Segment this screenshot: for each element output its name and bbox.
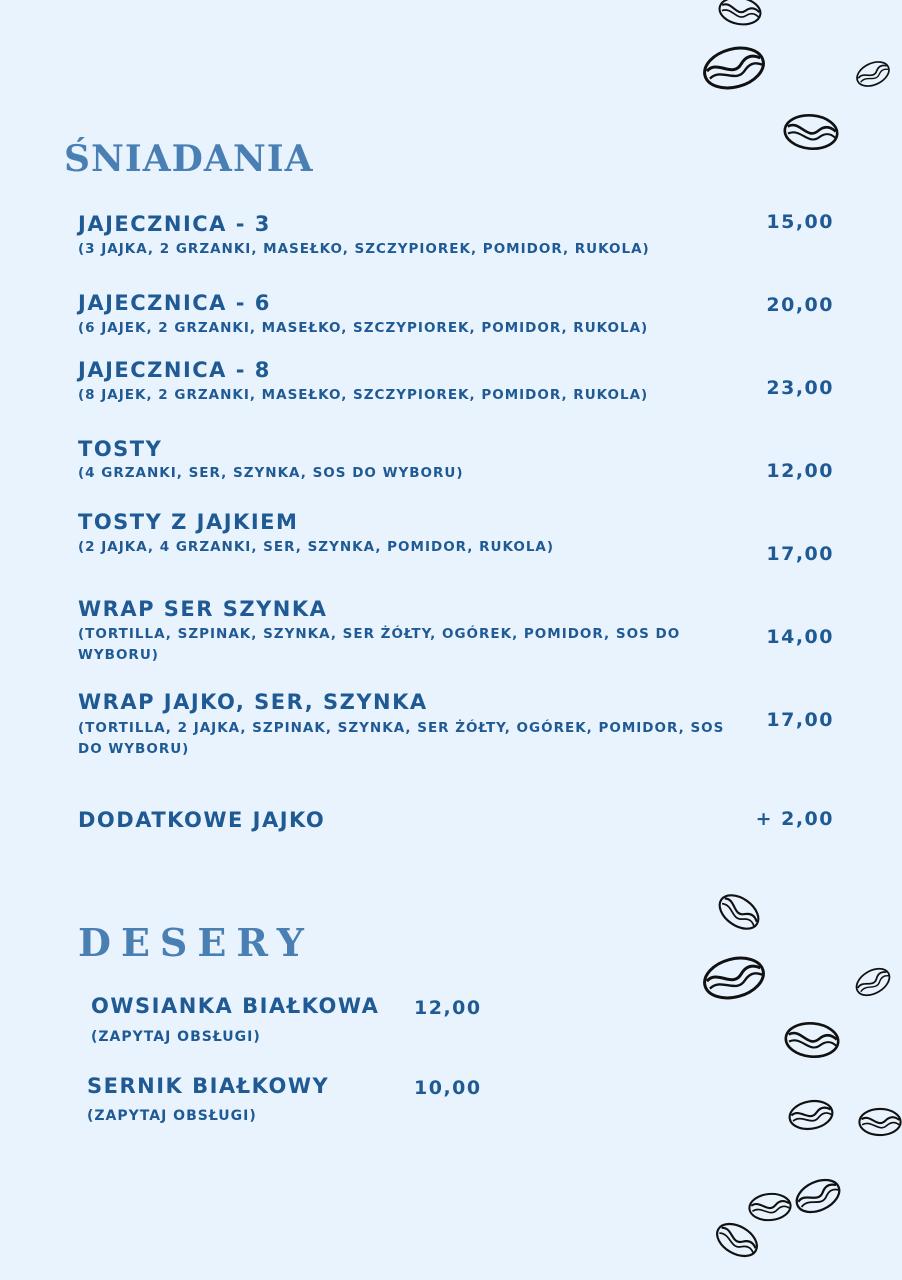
coffee-bean-icon (714, 1220, 760, 1260)
menu-item-price: 15,00 (766, 211, 834, 233)
coffee-bean-icon (855, 58, 891, 90)
menu-item-name: JAJECZNICA - 6 (78, 291, 271, 315)
menu-item-description: (2 JAJKA, 4 GRZANKI, SER, SZYNKA, POMIDOR, RUKOLA) (78, 539, 555, 555)
menu-item-name: TOSTY Z JAJKIEM (78, 510, 299, 534)
dessert-item-name: OWSIANKA BIAŁKOWA (91, 994, 380, 1018)
coffee-bean-icon (854, 966, 892, 998)
menu-item-name: JAJECZNICA - 8 (78, 358, 271, 382)
menu-item-price: 23,00 (766, 377, 834, 399)
menu-item-price: 20,00 (766, 294, 834, 316)
coffee-bean-icon (784, 1018, 840, 1062)
section-title-desserts: DESERY (78, 920, 314, 965)
menu-item-description: (TORTILLA, SZPINAK, SZYNKA, SER ŻÓŁTY, OGÓREK, POMIDOR, SOS DO WYBORU) (78, 626, 681, 663)
menu-item-name: WRAP JAJKO, SER, SZYNKA (78, 690, 428, 714)
menu-item-description: (3 JAJKA, 2 GRZANKI, MASEŁKO, SZCZYPIOREK, POMIDOR, RUKOLA) (78, 241, 650, 257)
coffee-bean-icon (858, 1104, 902, 1140)
menu-item-price: 17,00 (766, 709, 834, 731)
coffee-bean-icon (794, 1176, 842, 1216)
menu-extra-price: + 2,00 (755, 808, 834, 830)
menu-item-price: 17,00 (766, 543, 834, 565)
menu-item-description: (8 JAJEK, 2 GRZANKI, MASEŁKO, SZCZYPIOREK, POMIDOR, RUKOLA) (78, 387, 649, 403)
coffee-bean-icon (702, 952, 766, 1004)
menu-item-description: (4 GRZANKI, SER, SZYNKA, SOS DO WYBORU) (78, 465, 464, 481)
coffee-bean-icon (718, 0, 762, 28)
dessert-item-name: SERNIK BIAŁKOWY (87, 1074, 330, 1098)
menu-extra-name: DODATKOWE JAJKO (78, 808, 326, 832)
menu-item-name: WRAP SER SZYNKA (78, 597, 328, 621)
coffee-bean-icon (748, 1190, 792, 1224)
coffee-bean-icon (783, 112, 839, 152)
menu-item-description: (6 JAJEK, 2 GRZANKI, MASEŁKO, SZCZYPIOREK, POMIDOR, RUKOLA) (78, 320, 649, 336)
dessert-item-note: (ZAPYTAJ OBSŁUGI) (91, 1029, 261, 1045)
dessert-item-price: 10,00 (414, 1077, 482, 1099)
section-title-breakfast: ŚNIADANIA (64, 138, 314, 180)
menu-item-name: TOSTY (78, 437, 163, 461)
menu-item-name: JAJECZNICA - 3 (78, 212, 271, 236)
menu-item-price: 14,00 (766, 626, 834, 648)
coffee-bean-icon (788, 1096, 834, 1134)
menu-item-price: 12,00 (766, 460, 834, 482)
menu-item-description: (TORTILLA, 2 JAJKA, SZPINAK, SZYNKA, SER ŻÓŁTY, OGÓREK, POMIDOR, SOS DO WYBORU) (78, 720, 725, 757)
coffee-bean-icon (702, 42, 766, 94)
dessert-item-note: (ZAPYTAJ OBSŁUGI) (87, 1108, 257, 1124)
coffee-bean-icon (716, 892, 762, 932)
dessert-item-price: 12,00 (414, 997, 482, 1019)
